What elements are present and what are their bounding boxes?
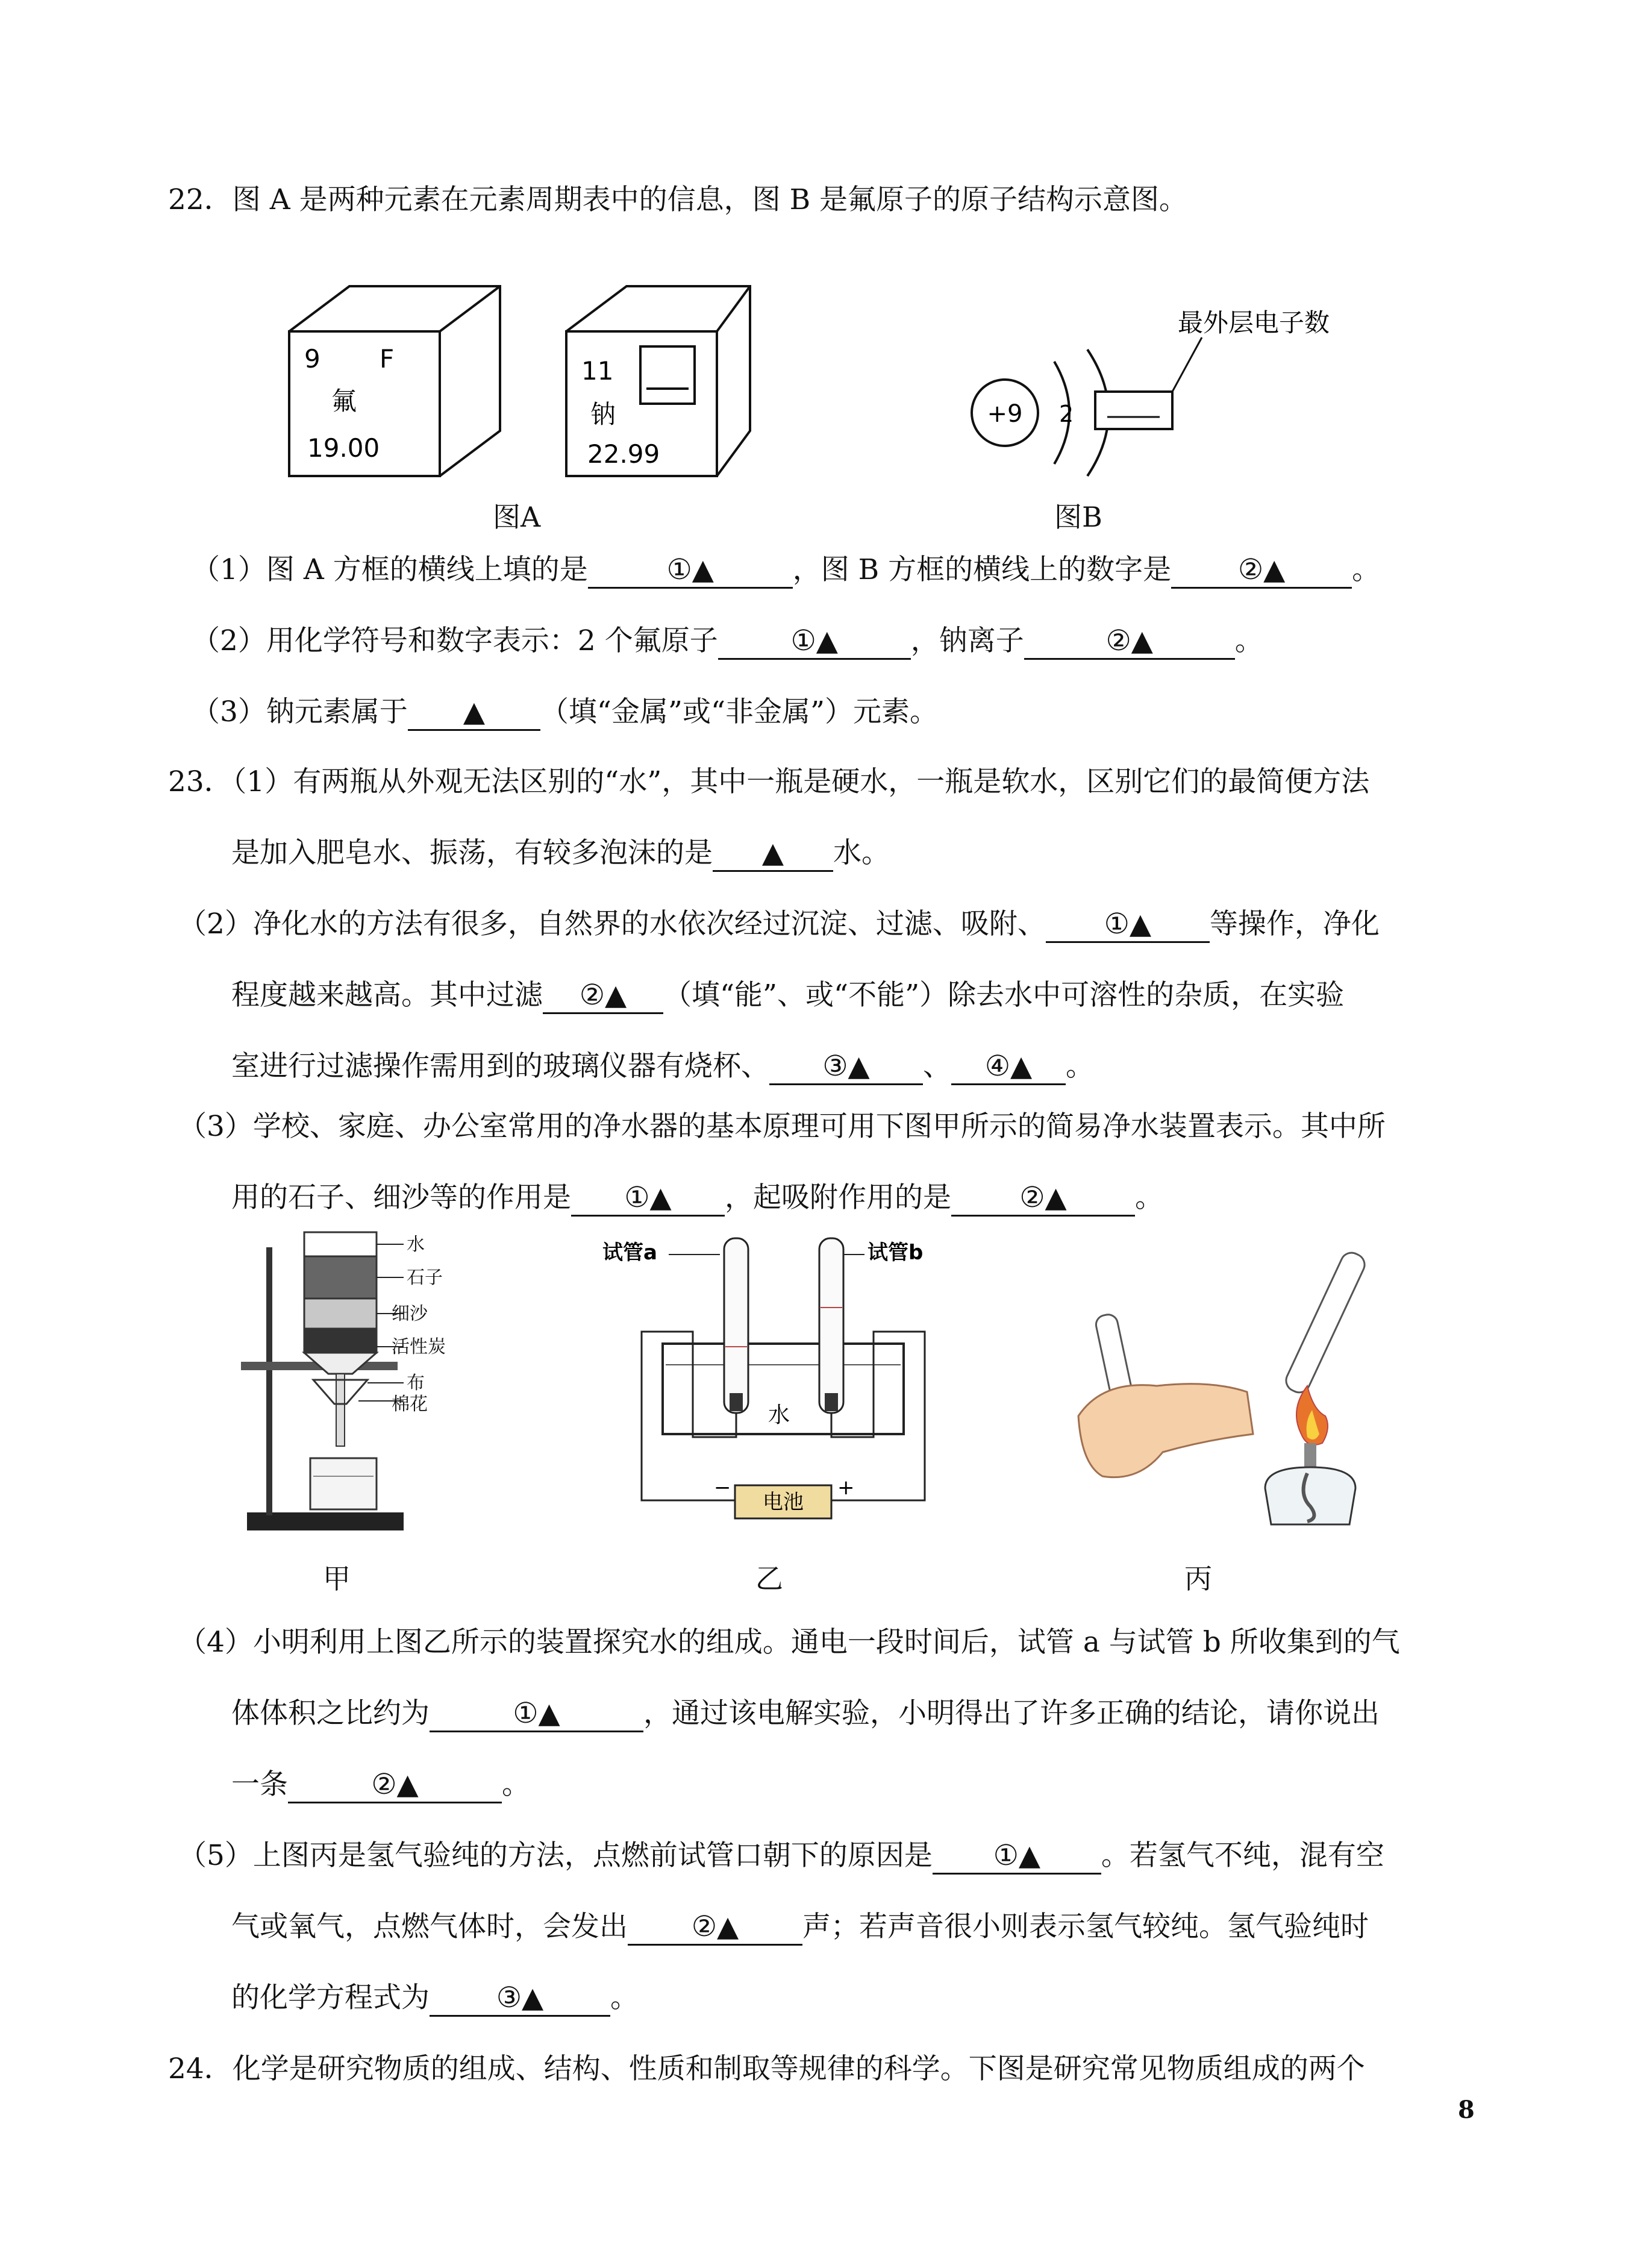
cell2-number: 11	[581, 356, 614, 386]
cell1-name: 氟	[331, 386, 357, 416]
figure-a-caption: 图A	[493, 501, 541, 533]
answer-blank[interactable]: ④▲	[951, 1050, 1066, 1085]
q22-part3: （3）钠元素属于 ▲ （填“金属”或“非金属”）元素。	[192, 694, 938, 731]
q23-part5-line3: 的化学方程式为 ③▲ 。	[231, 1980, 639, 2017]
figure-yi-caption: 乙	[755, 1562, 783, 1595]
nucleus-charge: +9	[987, 400, 1023, 428]
q23-part5-line2: 气或氧气，点燃气体时，会发出 ②▲ 声；若声音很小则表示氢气较纯。氢气验纯时	[231, 1909, 1369, 1946]
q23-part4-line2: 体体积之比约为 ①▲ ，通过该电解实验，小明得出了许多正确的结论，请你说出	[231, 1696, 1380, 1732]
q22-stem: 22．图 A 是两种元素在元素周期表中的信息，图 B 是氟原子的原子结构示意图。	[168, 183, 1188, 216]
answer-blank[interactable]: ②▲	[288, 1768, 502, 1803]
figure-jia-caption: 甲	[323, 1562, 351, 1595]
answer-blank[interactable]: ①▲	[718, 624, 911, 660]
q23-part2-line3: 室进行过滤操作需用到的玻璃仪器有烧杯、 ③▲ 、 ④▲ 。	[231, 1048, 1094, 1085]
q23-part2-line1: （2）净化水的方法有很多，自然界的水依次经过沉淀、过滤、吸附、 ①▲ 等操作，净化	[178, 906, 1380, 943]
label-cloth: 布	[407, 1373, 425, 1394]
label-charcoal: 活性炭	[392, 1336, 446, 1358]
answer-blank[interactable]: ②▲	[628, 1910, 802, 1946]
answer-blank[interactable]: ②▲	[1171, 553, 1352, 589]
label-water: 水	[407, 1234, 425, 1255]
page-number: 8	[1458, 2096, 1475, 2124]
answer-blank[interactable]: ③▲	[430, 1981, 610, 2017]
outer-shell-label: 最外层电子数	[1178, 308, 1330, 337]
q23-part1-line1: 23．（1）有两瓶从外观无法区别的“水”，其中一瓶是硬水，一瓶是软水，区别它们的最简便方法	[168, 765, 1370, 798]
figure-a	[283, 283, 753, 482]
label-tube-a: 试管a	[602, 1241, 657, 1265]
q23-part5-line1: （5）上图丙是氢气验纯的方法，点燃前试管口朝下的原因是 ①▲ 。若氢气不纯，混有空	[178, 1838, 1384, 1875]
answer-blank[interactable]: ②▲	[951, 1181, 1135, 1217]
figure-yi-electrolysis	[596, 1229, 970, 1543]
answer-blank[interactable]: ①▲	[588, 553, 793, 589]
label-tube-b: 试管b	[868, 1241, 924, 1265]
q24-stem: 24．化学是研究物质的组成、结构、性质和制取等规律的科学。下图是研究常见物质组成的两个	[168, 2052, 1365, 2085]
answer-blank[interactable]: ①▲	[933, 1839, 1101, 1875]
figure-b	[964, 301, 1349, 488]
label-positive: +	[837, 1476, 855, 1500]
q23-part3-line2: 用的石子、细沙等的作用是 ①▲ ，起吸附作用的是 ②▲ 。	[231, 1180, 1163, 1217]
q23-part4-line3: 一条 ②▲ 。	[231, 1767, 530, 1803]
q22-part2: （2）用化学符号和数字表示：2 个氟原子 ①▲ ，钠离子 ②▲ 。	[192, 623, 1263, 660]
label-battery: 电池	[763, 1490, 804, 1514]
answer-blank[interactable]: ①▲	[571, 1181, 725, 1217]
q23-part1-line2: 是加入肥皂水、振荡，有较多泡沫的是 ▲ 水。	[231, 835, 890, 872]
answer-blank[interactable]: ▲	[713, 836, 833, 872]
answer-blank[interactable]: ①▲	[430, 1697, 643, 1732]
label-stones: 石子	[407, 1267, 443, 1288]
answer-blank[interactable]: ▲	[408, 695, 540, 731]
label-negative: −	[714, 1476, 731, 1500]
cell1-symbol: F	[380, 344, 395, 374]
q22-part1: （1）图 A 方框的横线上填的是 ①▲ ，图 B 方框的横线上的数字是 ②▲ 。	[192, 552, 1380, 589]
cell1-mass: 19.00	[307, 433, 380, 463]
label-cotton: 棉花	[392, 1394, 428, 1415]
inner-shell-electrons: 2	[1059, 401, 1074, 427]
answer-blank[interactable]: ②▲	[543, 979, 663, 1014]
figure-jia-water-purifier	[229, 1229, 482, 1543]
answer-blank[interactable]: ③▲	[769, 1050, 923, 1085]
answer-blank[interactable]: ①▲	[1046, 907, 1210, 943]
q23-part3-line1: （3）学校、家庭、办公室常用的净水器的基本原理可用下图甲所示的简易净水装置表示。其中所	[178, 1110, 1386, 1143]
answer-blank[interactable]: ②▲	[1024, 624, 1235, 660]
figure-bing-hydrogen-test	[1066, 1235, 1440, 1543]
cell1-number: 9	[304, 344, 320, 374]
label-water-yi: 水	[768, 1403, 790, 1427]
label-sand: 细沙	[392, 1303, 428, 1324]
q23-part4-line1: （4）小明利用上图乙所示的装置探究水的组成。通电一段时间后，试管 a 与试管 b 所收集到的气	[178, 1626, 1400, 1659]
cell2-mass: 22.99	[587, 439, 660, 469]
figure-b-caption: 图B	[1054, 501, 1102, 533]
figure-bing-caption: 丙	[1184, 1562, 1212, 1595]
cell2-name: 钠	[590, 399, 616, 429]
q23-part2-line2: 程度越来越高。其中过滤 ②▲ （填“能”、或“不能”）除去水中可溶性的杂质，在实验	[231, 977, 1344, 1014]
